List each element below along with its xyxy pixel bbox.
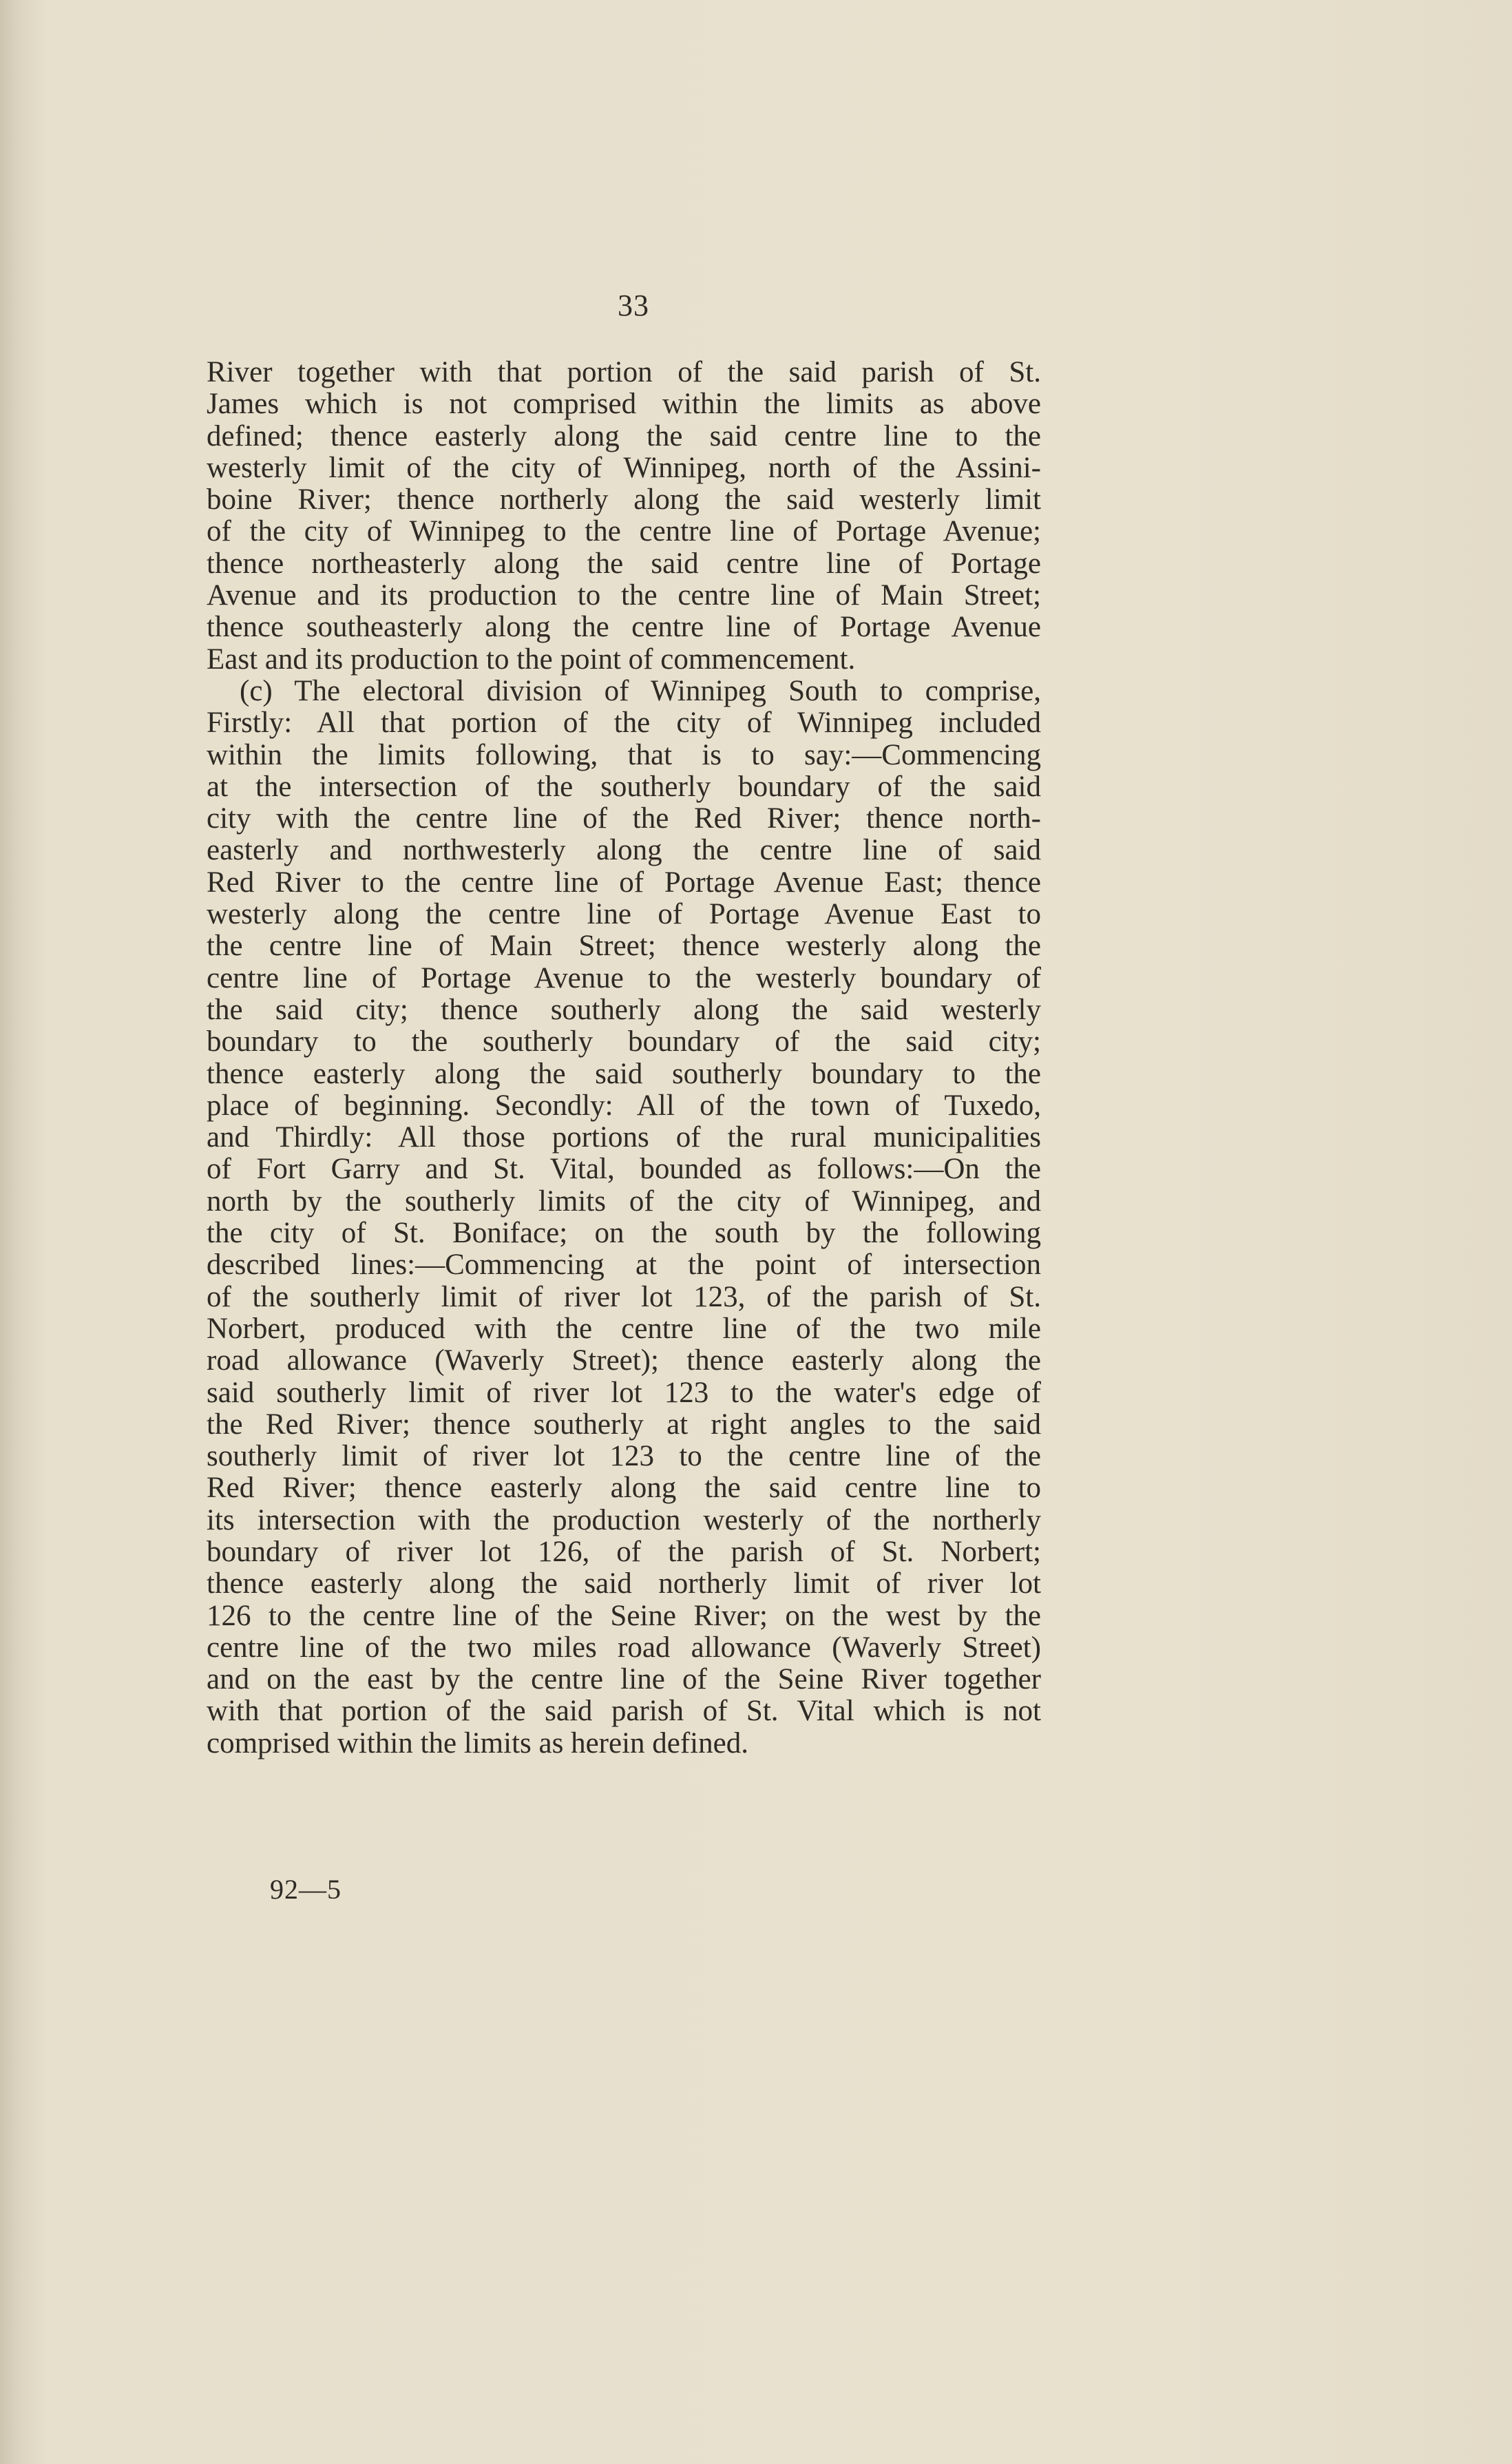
text-line: boundary of river lot 126, of the parish of St. Norbert; <box>207 1535 1041 1568</box>
text-line: thence easterly along the said southerly boundary to the <box>207 1057 1041 1090</box>
text-line: defined; thence easterly along the said centre line to the <box>207 419 1041 452</box>
text-line: centre line of the two miles road allowance (Waverly Street) <box>207 1631 1041 1664</box>
text-line: centre line of Portage Avenue to the westerly boundary of <box>207 961 1041 994</box>
text-line: easterly and northwesterly along the centre line of said <box>207 834 1041 867</box>
text-line: East and its production to the point of commencement. <box>207 643 856 676</box>
text-line: Red River; thence easterly along the said centre line to <box>207 1472 1041 1505</box>
printer-signature-mark: 92—5 <box>270 1874 342 1905</box>
text-line: described lines:—Commencing at the point of intersection <box>207 1249 1041 1282</box>
text-line: the Red River; thence southerly at right angles to the said <box>207 1408 1041 1441</box>
body-text <box>207 357 1041 1760</box>
text-line: comprised within the limits as herein defined. <box>207 1726 748 1760</box>
text-line: of the city of Winnipeg to the centre line of Portage Avenue; <box>207 515 1041 548</box>
text-line: River together with that portion of the said parish of St. <box>207 356 1041 388</box>
text-line: and on the east by the centre line of the Seine River together <box>207 1663 1041 1696</box>
text-line: north by the southerly limits of the city of Winnipeg, and <box>207 1184 1041 1218</box>
text-line: of Fort Garry and St. Vital, bounded as follows:—On the <box>207 1153 1041 1186</box>
text-line: place of beginning. Secondly: All of the town of Tuxedo, <box>207 1089 1041 1122</box>
page-number: 33 <box>618 289 649 322</box>
text-line: thence easterly along the said northerly limit of river lot <box>207 1567 1041 1600</box>
text-line: the centre line of Main Street; thence westerly along the <box>207 930 1041 963</box>
text-line: the city of St. Boniface; on the south by the following <box>207 1217 1041 1250</box>
text-line: city with the centre line of the Red River; thence north- <box>207 802 1041 835</box>
text-line: thence northeasterly along the said centre line of Portage <box>207 547 1041 580</box>
text-line: southerly limit of river lot 123 to the centre line of the <box>207 1440 1041 1473</box>
text-line: Norbert, produced with the centre line of the two mile <box>207 1312 1041 1345</box>
text-line: at the intersection of the southerly boundary of the said <box>207 770 1041 803</box>
text-line: and Thirdly: All those portions of the rural municipalities <box>207 1121 1041 1154</box>
text-line: thence southeasterly along the centre line of Portage Avenue <box>207 611 1041 644</box>
text-line: westerly along the centre line of Portage Avenue East to <box>207 898 1041 931</box>
text-line: road allowance (Waverly Street); thence easterly along the <box>207 1344 1041 1377</box>
text-line: 126 to the centre line of the Seine River; on the west by the <box>207 1599 1041 1632</box>
text-line: of the southerly limit of river lot 123, of the parish of St. <box>207 1280 1041 1313</box>
text-line: (c) The electoral division of Winnipeg South to comprise, <box>240 674 1041 707</box>
text-line: within the limits following, that is to say:—Commencing <box>207 738 1041 771</box>
text-line: the said city; thence southerly along the said westerly <box>207 993 1041 1026</box>
text-line: James which is not comprised within the limits as above <box>207 388 1041 421</box>
text-line: boundary to the southerly boundary of the said city; <box>207 1025 1041 1058</box>
text-line: Firstly: All that portion of the city of Winnipeg included <box>207 707 1041 740</box>
text-line: its intersection with the production westerly of the northerly <box>207 1503 1041 1536</box>
text-line: with that portion of the said parish of St. Vital which is not <box>207 1695 1041 1728</box>
text-line: said southerly limit of river lot 123 to the water's edge of <box>207 1376 1041 1409</box>
text-line: westerly limit of the city of Winnipeg, north of the Assini- <box>207 451 1041 484</box>
text-line: Red River to the centre line of Portage Avenue East; thence <box>207 866 1041 899</box>
text-line: boine River; thence northerly along the said westerly limit <box>207 483 1041 516</box>
text-line: Avenue and its production to the centre line of Main Street; <box>207 579 1041 612</box>
